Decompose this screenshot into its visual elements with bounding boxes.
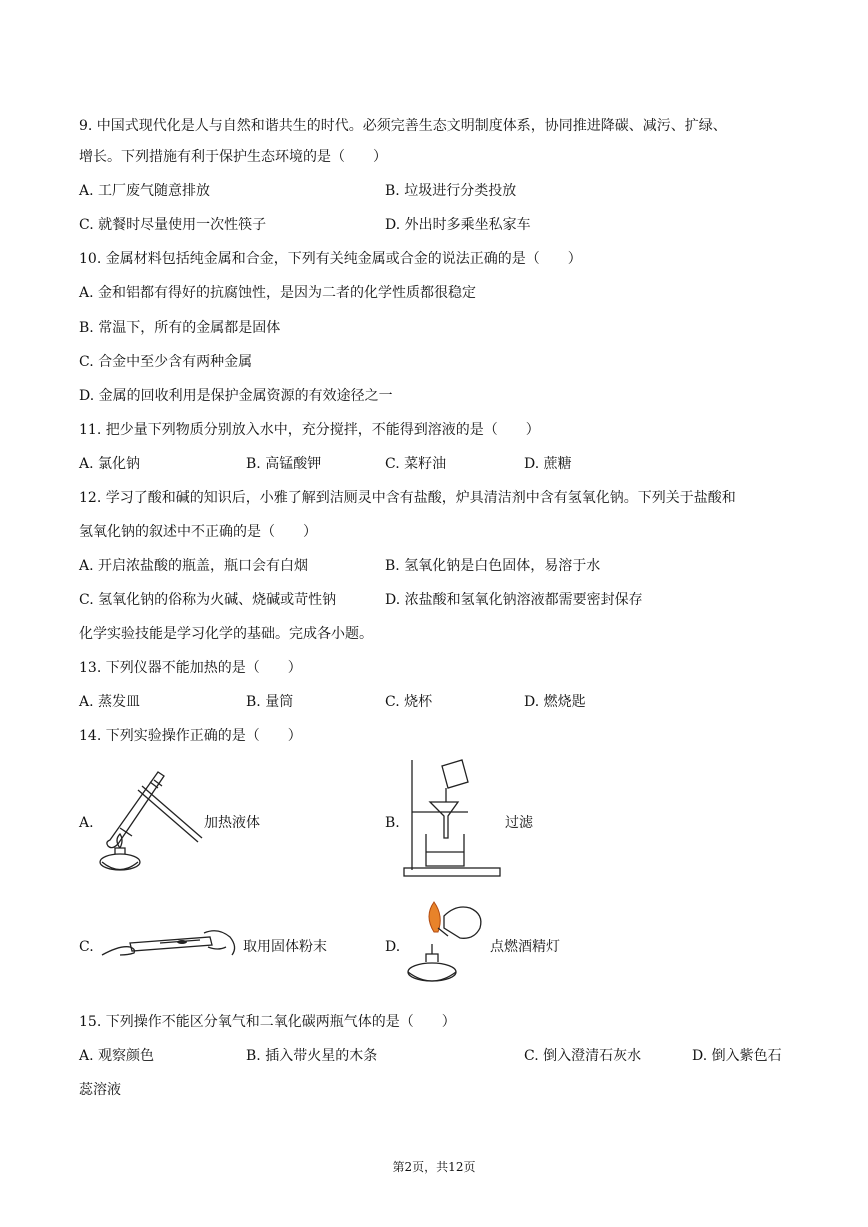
q9-stem-line1: 9. 中国式现代化是人与自然和谐共生的时代。必须完善生态文明制度体系，协同推进降碳、减污、扩绿、 bbox=[79, 118, 727, 134]
q15-option-d: D. 倒入紫色石 bbox=[692, 1048, 782, 1064]
q14-option-b-letter: B. bbox=[385, 815, 400, 831]
q14-option-d-text: 点燃酒精灯 bbox=[490, 939, 560, 955]
q15-option-d-continued: 蕊溶液 bbox=[79, 1082, 121, 1098]
q14-option-a-letter: A. bbox=[79, 815, 94, 831]
q13-option-c: C. 烧杯 bbox=[385, 694, 433, 710]
q14-option-c-letter: C. bbox=[79, 939, 94, 955]
q11-option-c: C. 菜籽油 bbox=[385, 456, 447, 472]
q10-option-b: B. 常温下，所有的金属都是固体 bbox=[79, 320, 281, 336]
q15-option-c: C. 倒入澄清石灰水 bbox=[524, 1048, 642, 1064]
q12-option-a: A. 开启浓盐酸的瓶盖，瓶口会有白烟 bbox=[79, 558, 309, 574]
q12-stem-line1: 12. 学习了酸和碱的知识后，小雅了解到洁厕灵中含有盐酸，炉具清洁剂中含有氢氧化钠。下列关于盐酸和 bbox=[79, 490, 736, 506]
q14-option-c-text: 取用固体粉末 bbox=[243, 939, 327, 955]
q14-option-b-text: 过滤 bbox=[505, 815, 533, 831]
q12-option-c: C. 氢氧化钠的俗称为火碱、烧碱或苛性钠 bbox=[79, 592, 337, 608]
q11-option-a: A. 氯化钠 bbox=[79, 456, 141, 472]
q14-stem: 14. 下列实验操作正确的是（ ） bbox=[79, 728, 302, 744]
q12-option-d: D. 浓盐酸和氢氧化钠溶液都需要密封保存 bbox=[385, 592, 643, 608]
q13-stem: 13. 下列仪器不能加热的是（ ） bbox=[79, 660, 302, 676]
q9-stem-line2: 增长。下列措施有利于保护生态环境的是（ ） bbox=[79, 149, 387, 165]
q15-stem: 15. 下列操作不能区分氧气和二氧化碳两瓶气体的是（ ） bbox=[79, 1014, 456, 1030]
lighting-lamp-illustration bbox=[404, 898, 490, 990]
q10-option-d: D. 金属的回收利用是保护金属资源的有效途径之一 bbox=[79, 388, 393, 404]
q12-option-b: B. 氢氧化钠是白色固体，易溶于水 bbox=[385, 558, 601, 574]
q14-option-d-letter: D. bbox=[385, 939, 401, 955]
q15-option-a: A. 观察颜色 bbox=[79, 1048, 155, 1064]
q13-option-d: D. 燃烧匙 bbox=[524, 694, 586, 710]
q15-option-b: B. 插入带火星的木条 bbox=[246, 1048, 378, 1064]
q11-option-d: D. 蔗糖 bbox=[524, 456, 572, 472]
q14-option-a-text: 加热液体 bbox=[204, 815, 260, 831]
q9-option-a: A. 工厂废气随意排放 bbox=[79, 183, 211, 199]
q11-option-b: B. 高锰酸钾 bbox=[246, 456, 322, 472]
q12-stem-line2: 氢氧化钠的叙述中不正确的是（ ） bbox=[79, 524, 317, 540]
solid-powder-illustration bbox=[100, 925, 240, 965]
section-intro: 化学实验技能是学习化学的基础。完成各小题。 bbox=[79, 626, 373, 642]
q9-option-c: C. 就餐时尽量使用一次性筷子 bbox=[79, 217, 267, 233]
heating-liquid-illustration bbox=[98, 762, 208, 877]
q10-option-c: C. 合金中至少含有两种金属 bbox=[79, 354, 253, 370]
page-footer: 第2页，共12页 bbox=[392, 1160, 476, 1174]
q13-option-a: A. 蒸发皿 bbox=[79, 694, 141, 710]
q10-option-a: A. 金和铝都有得好的抗腐蚀性，是因为二者的化学性质都很稳定 bbox=[79, 285, 477, 301]
q10-stem: 10. 金属材料包括纯金属和合金，下列有关纯金属或合金的说法正确的是（ ） bbox=[79, 251, 582, 267]
q9-option-d: D. 外出时多乘坐私家车 bbox=[385, 217, 531, 233]
q9-option-b: B. 垃圾进行分类投放 bbox=[385, 183, 517, 199]
q13-option-b: B. 量筒 bbox=[246, 694, 294, 710]
filtration-illustration bbox=[402, 758, 502, 880]
q11-stem: 11. 把少量下列物质分别放入水中，充分搅拌，不能得到溶液的是（ ） bbox=[79, 422, 540, 438]
